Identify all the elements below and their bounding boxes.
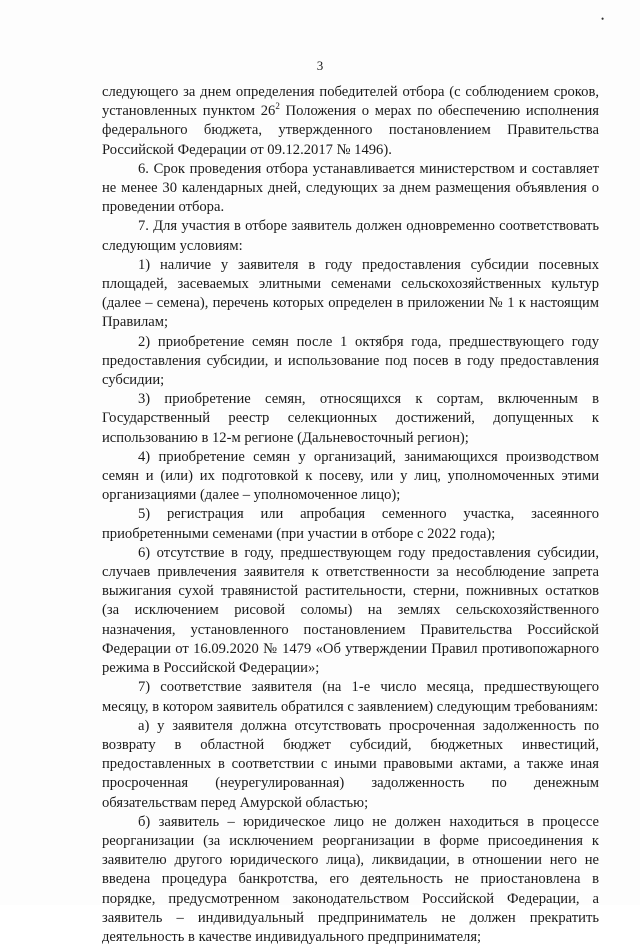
page-number: 3: [316, 58, 324, 73]
requirement-a: а) у заявителя должна отсутствовать просроченная задолженность по возврату в областной бюджет субсидий, бюджетных инвестиций, предоставленных в соответствии с иными правовыми актами, а также иная просроченная (неурегулированная) задолженность по денежным обязательствам перед Амурской областью;: [102, 717, 599, 811]
condition-5: 5) регистрация или апробация семенного участка, засеянного приобретенными семенами (при участии в отборе с 2022 года);: [102, 506, 599, 542]
paragraph-continuation: [102, 83, 599, 160]
paragraph-6: 6. Срок проведения отбора устанавливается министерством и составляет не менее 30 календарных дней, следующих за днем размещения объявления о проведении отбора.: [102, 160, 599, 216]
document-body: [102, 83, 599, 947]
corner-mark: •: [601, 14, 605, 24]
condition-2: 2) приобретение семян после 1 октября года, предшествующего году предоставления субсидии, и использование под посев в году предоставления субсидии;: [102, 333, 599, 389]
paragraph-text: Положения о мерах по обеспечению исполнения федерального бюджета, утвержденного постановлением Правительства Российской Федерации от 09.12.2017 № 1496).: [102, 103, 599, 158]
paragraph-text: следующего за днем определения победителей отбора (с соблюдением сроков, установленных пунктом 26: [102, 84, 599, 120]
condition-6: 6) отсутствие в году, предшествующем году предоставления субсидии, случаев привлечения заявителя к ответственности за несоблюдение запрета выжигания сухой травянистой растительности, стерни, пожнивных остатков (за исключением рисовой соломы) на землях сельскохозяйственного назначения, установленного постановлением Правительства Российской Федерации от 16.09.2020 № 1479 «Об утверждении Правил противопожарного режима в Российской Федерации»;: [102, 544, 599, 677]
condition-1: 1) наличие у заявителя в году предоставления субсидии посевных площадей, засеваемых элитными семенами сельскохозяйственных культур (далее – семена), перечень которых определен в приложении № 1 к настоящим Правилам;: [102, 256, 599, 331]
condition-4: 4) приобретение семян у организаций, занимающихся производством семян и (или) их подготовкой к посеву, или у лиц, уполномоченных этими организациями (далее – уполномоченное лицо);: [102, 448, 599, 504]
paragraph-7: 7. Для участия в отборе заявитель должен одновременно соответствовать следующим условиям:: [102, 218, 599, 254]
superscript: 2: [275, 101, 280, 112]
condition-3: 3) приобретение семян, относящихся к сортам, включенным в Государственный реестр селекционных достижений, допущенных к использованию в 12-м регионе (Дальневосточный регион);: [102, 391, 599, 446]
requirement-b: б) заявитель – юридическое лицо не должен находиться в процессе реорганизации (за исключением реорганизации в форме присоединения к заявителю другого юридического лица), ликвидации, в отношении него не введена процедура банкротства, его деятельность не приостановлена в порядке, предусмотренном законодательством Российской Федерации, а заявитель – индивидуальный предприниматель не должен прекратить деятельность в качестве индивидуального предпринимателя;: [102, 813, 599, 945]
condition-7: 7) соответствие заявителя (на 1-е число месяца, предшествующего месяцу, в котором заявитель обратился с заявлением) следующим требованиям:: [102, 679, 599, 715]
